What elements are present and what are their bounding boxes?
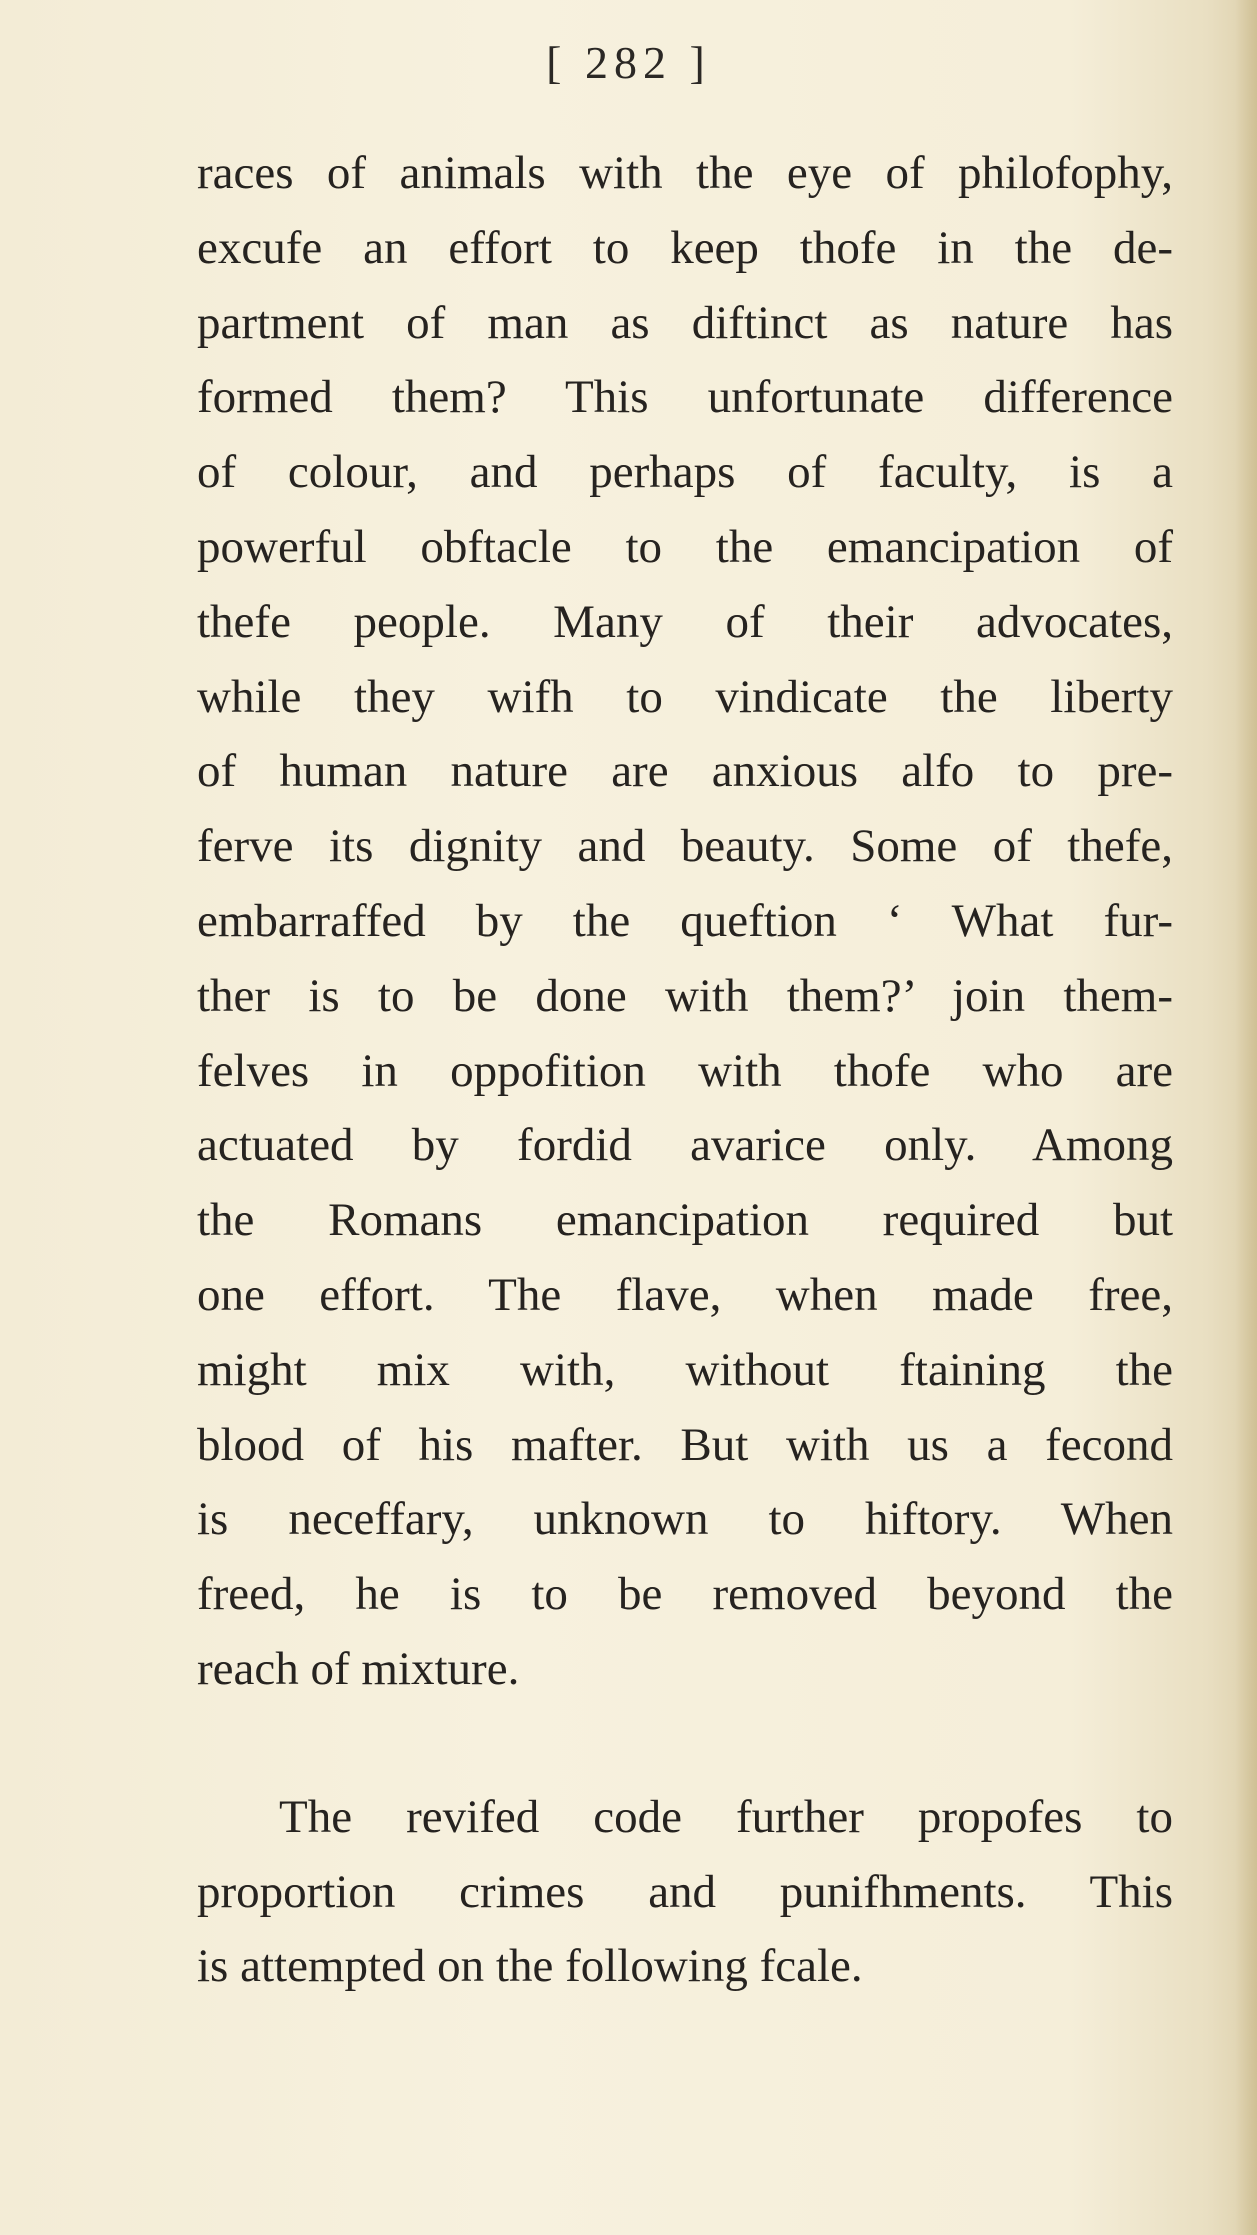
text-line: The revifed code further propofes to: [279, 1790, 1173, 1843]
text-line: might mix with, without ftaining the: [197, 1343, 1173, 1396]
text-line: is attempted on the following fcale.: [197, 1940, 863, 1993]
text-line: formed them? This unfortunate difference: [197, 371, 1173, 424]
text-line: the Romans emancipation required but: [197, 1194, 1173, 1247]
text-line: blood of his mafter. But with us a fecond: [197, 1418, 1173, 1471]
page-number: [ 282 ]: [546, 37, 711, 88]
text-line: ther is to be done with them?’ join them-: [197, 969, 1173, 1022]
text-line: of colour, and perhaps of faculty, is a: [197, 446, 1173, 499]
text-line: felves in oppofition with thofe who are: [197, 1044, 1173, 1097]
paragraph-2: [197, 1780, 1173, 2004]
text-line: freed, he is to be removed beyond the: [197, 1568, 1173, 1621]
text-line: one effort. The flave, when made free,: [197, 1268, 1173, 1321]
page-edge-shadow: [1235, 0, 1257, 2235]
text-line: powerful obftacle to the emancipation of: [197, 520, 1173, 573]
paragraph-1: [197, 136, 1173, 1707]
text-line: while they wifh to vindicate the liberty: [197, 670, 1173, 723]
text-line: is neceffary, unknown to hiftory. When: [197, 1493, 1173, 1546]
text-line: thefe people. Many of their advocates,: [197, 595, 1173, 648]
text-line: of human nature are anxious alfo to pre-: [197, 745, 1173, 798]
text-line: excufe an effort to keep thofe in the de-: [197, 221, 1173, 274]
text-line: races of animals with the eye of philofophy,: [197, 147, 1173, 199]
body-text: [197, 136, 1173, 2004]
text-line: actuated by fordid avarice only. Among: [197, 1119, 1173, 1172]
text-line: partment of man as diftinct as nature has: [197, 296, 1173, 349]
text-line: embarraffed by the queftion ‘ What fur-: [197, 894, 1173, 947]
text-line: ferve its dignity and beauty. Some of thefe,: [197, 820, 1173, 873]
text-line: proportion crimes and punifhments. This: [197, 1865, 1173, 1918]
text-line: reach of mixture.: [197, 1642, 520, 1695]
paragraph-spacer: [197, 1707, 1173, 1780]
